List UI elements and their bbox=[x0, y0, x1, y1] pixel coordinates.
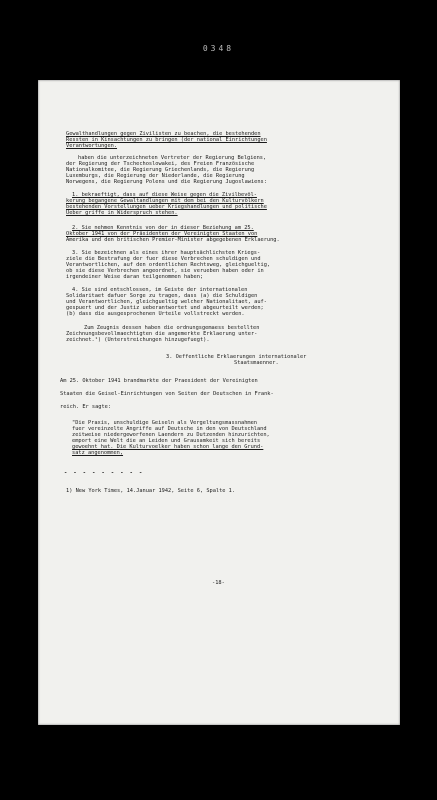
text-line: haben die unterzeichneten Vertreter der Regierung Belgiens, bbox=[78, 155, 267, 161]
text-line: Amerika und den britischen Premier-Minister abgegebenen Erklaerung. bbox=[66, 237, 280, 243]
text-line: ob sie diese Verbrechen angeordnet, sie verueben haben oder in bbox=[66, 268, 264, 274]
text-line: Ueber griffe in Widerspruch stehen. bbox=[66, 210, 178, 216]
quote-line: emport eine Welt die an Leiden und Grausamkeit sich bereits bbox=[72, 438, 261, 444]
footnote-separator: - - - - - - - - - bbox=[64, 470, 144, 476]
text-line: Oktober 1941 von der Präsidenten der Vereinigten Staaten von bbox=[66, 231, 258, 237]
text-line: kerung begangene Gewaltandlungen mit dem bei den Kulturvölkern bbox=[66, 198, 264, 204]
text-line: und Verantwortlichen, gleichgueltig welcher Nationalitaet, auf- bbox=[66, 299, 267, 305]
page-number: -18- bbox=[212, 580, 225, 586]
text-line: 4. Sie sind entschlossen, im Geiste der internationalen bbox=[72, 287, 248, 293]
microfilm-frame-number: 0348 bbox=[202, 44, 235, 53]
footnote: 1) New York Times, 14.Januar 1942, Seite 6, Spalte 1. bbox=[66, 488, 236, 494]
quote-line: "Die Praxis, unschuldige Geiseln als Vergeltungsmassnahmen bbox=[72, 420, 257, 426]
text-line: (b) dass die ausgesprochenen Urteile vollstreckt werden. bbox=[66, 311, 245, 317]
text-line: gespuert und der Justiz ueberantwortet und abgeurteilt werden; bbox=[66, 305, 264, 311]
text-line: 2. Sie nehmen Kenntnis von der in dieser Beziehung am 25. bbox=[72, 225, 254, 231]
text-line: Ressten in Kinsachtungen zu bringen (der national Einrichtungen bbox=[66, 137, 267, 143]
text-line: Zum Zeugnis dessen haben die ordnungsgemaess bestellten bbox=[84, 325, 260, 331]
text-line: Nationalkomitee, die Regierung Griechenlands, die Regierung bbox=[66, 167, 255, 173]
text-line: Gewalthandlungen gegen Zivilisten zu beachen, die bestehenden bbox=[66, 131, 261, 137]
text-line: Staaten die Geisel-Einrichtungen von Seiten der Deutschen in Frank- bbox=[60, 391, 274, 397]
text-line: Zeichnungsbevollmaechtigten die angemerkte Erklaerung unter- bbox=[66, 331, 258, 337]
text-line: 1. bekraeftigt, dass auf diese Weise gegen die Zivilbevöl- bbox=[72, 192, 257, 198]
quote-line: zeitweise niedergeworfenen Laendern zu Dutzenden hinzurichten, bbox=[72, 432, 270, 438]
text-line: Norwegens, die Regierung Polens und die Regierung Jugoslawiens: bbox=[66, 179, 267, 185]
text-line: irgendeiner Weise daran teilgenommen haben; bbox=[66, 274, 204, 280]
text-line: Am 25. Oktober 1941 brandmarkte der Praesident der Vereinigten bbox=[60, 378, 258, 384]
quote-line: fuer vereinzelte Angriffe auf Deutsche in den von Deutschland bbox=[72, 426, 267, 432]
document-page bbox=[38, 80, 400, 725]
text-line: der Regierung der Tschechoslowakei, des Freien Französische bbox=[66, 161, 255, 167]
text-line: ziele die Bestrafung der fuer diese Verbrechen schuldigen und bbox=[66, 256, 261, 262]
text-line: bestehenden Vorstellungen ueber Kriegshandlungen und politische bbox=[66, 204, 267, 210]
section-heading: Staatsmaenner. bbox=[234, 360, 279, 366]
quote-line: gewoehnt hat. Die Kulturvoelker haben schon lange den Grund- bbox=[72, 444, 264, 450]
text-line: Verantwortungen. bbox=[66, 143, 118, 149]
text-line: Solidaritaet dafuer Sorge zu tragen, dass (a) die Schuldigen bbox=[66, 293, 258, 299]
section-heading: 3. Oeffentliche Erklaerungen internationaler bbox=[166, 354, 307, 360]
quote-line: satz angenommen, bbox=[72, 450, 124, 456]
text-line: zeichnet.¹) (Unterstreichungen hinzugefuegt). bbox=[66, 337, 210, 343]
text-line: 3. Sie bezeichnen als eines ihrer hauptsächlichsten Kriegs- bbox=[72, 250, 261, 256]
text-line: Verantwortlichen, auf den ordentlichen Rechtsweg, gleichgueltig, bbox=[66, 262, 271, 268]
text-line: Luxemburgs, die Regierung der Niederlande, die Regierung bbox=[66, 173, 245, 179]
text-line: reich. Er sagte: bbox=[60, 404, 112, 410]
